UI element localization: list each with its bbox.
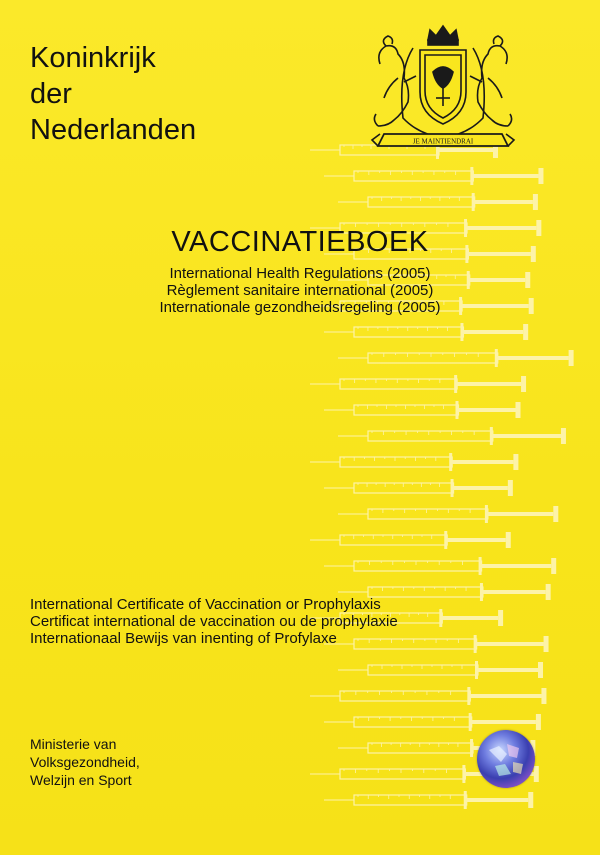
kingdom-line-1: Koninkrijk: [30, 42, 156, 74]
regulation-line-fr: Règlement sanitaire international (2005): [166, 282, 434, 299]
document-title: VACCINATIEBOEK: [171, 226, 429, 258]
coat-motto: JE MAINTIENDRAI: [412, 137, 474, 146]
syringe: [324, 557, 556, 575]
certificate-line-nl: Internationaal Bewijs van inenting of Profylaxe: [30, 630, 337, 647]
syringe: [324, 167, 543, 185]
certificate-line-en: International Certificate of Vaccination or Prophylaxis: [30, 596, 381, 613]
ministry-line-2: Volksgezondheid,: [30, 754, 140, 770]
regulations-block: [0, 265, 600, 316]
kingdom-line-2: der: [30, 78, 72, 110]
syringe: [324, 791, 533, 809]
syringe: [310, 531, 511, 549]
syringe: [310, 375, 526, 393]
dutch-coat-of-arms-icon: [358, 22, 528, 162]
kingdom-line-3: Nederlanden: [30, 114, 197, 146]
syringe: [338, 661, 543, 679]
ministry-line-1: Ministerie van: [30, 736, 117, 752]
syringe: [310, 453, 518, 471]
syringe: [324, 401, 521, 419]
syringe: [338, 505, 558, 523]
syringe: [338, 349, 574, 367]
kingdom-name: [30, 40, 196, 148]
certificate-block: [30, 596, 398, 647]
syringe: [324, 323, 528, 341]
hologram-seal-icon: [477, 730, 535, 788]
ministry-line-3: Welzijn en Sport: [30, 772, 132, 788]
regulation-line-en: International Health Regulations (2005): [169, 265, 431, 282]
regulation-line-nl: Internationale gezondheidsregeling (2005): [159, 299, 441, 316]
syringe: [338, 193, 538, 211]
syringe: [338, 427, 566, 445]
certificate-line-fr: Certificat international de vaccination ou de prophylaxie: [30, 613, 398, 630]
syringe: [324, 713, 541, 731]
ministry-block: [30, 735, 140, 789]
syringe: [310, 687, 546, 705]
syringe: [324, 479, 513, 497]
